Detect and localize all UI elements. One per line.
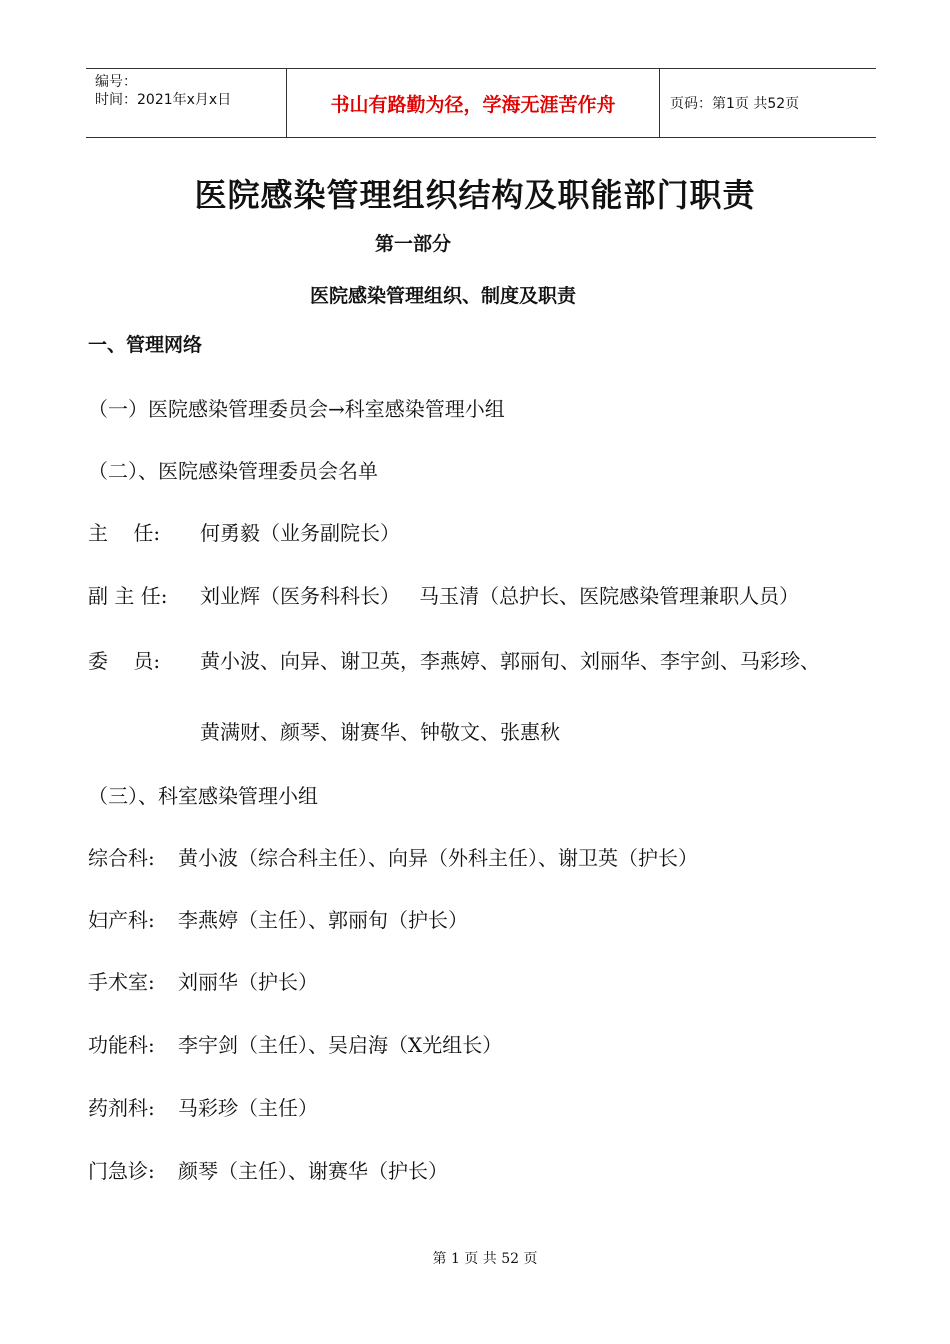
group-members: 李宇剑（主任）、吴启海（X光组长） bbox=[178, 1033, 503, 1057]
group-members: 李燕婷（主任）、郭丽旬（护长） bbox=[178, 908, 468, 932]
subsection-2: （二）、医院感染管理委员会名单 bbox=[88, 459, 378, 483]
group-members: 黄小波（综合科主任）、向异（外科主任）、谢卫英（护长） bbox=[178, 846, 698, 870]
page-footer: 第 1 页 共 52 页 bbox=[432, 1251, 538, 1267]
header-time: 时间：2021年x月x日 bbox=[95, 92, 232, 108]
group-row bbox=[88, 904, 468, 933]
group-row bbox=[88, 1155, 448, 1184]
committee-deputy bbox=[88, 580, 799, 609]
subsection-1: （一）医院感染管理委员会→科室感染管理小组 bbox=[88, 397, 505, 421]
group-members: 马彩珍（主任） bbox=[178, 1096, 318, 1120]
header-page-number: 页码：第1页 共52页 bbox=[670, 96, 800, 112]
deputy-names: 刘业辉（医务科科长） 马玉清（总护长、医院感染管理兼职人员） bbox=[200, 584, 800, 608]
group-dept: 药剂科: bbox=[88, 1096, 155, 1120]
document-title: 医院感染管理组织结构及职能部门职责 bbox=[194, 176, 756, 214]
page-header bbox=[86, 68, 876, 138]
group-members: 刘丽华（护长） bbox=[178, 970, 318, 994]
section-heading: 一、管理网络 bbox=[88, 334, 203, 356]
part-heading: 第一部分 bbox=[375, 233, 452, 255]
group-row bbox=[88, 1029, 502, 1058]
committee-members bbox=[88, 645, 820, 674]
group-row bbox=[88, 966, 318, 995]
group-row bbox=[88, 1092, 318, 1121]
director-name: 何勇毅（业务副院长） bbox=[200, 521, 400, 545]
header-number: 编号： bbox=[95, 74, 137, 90]
committee-director bbox=[88, 517, 400, 546]
subsection-3: （三）、科室感染管理小组 bbox=[88, 784, 318, 808]
members-label: 委 员: bbox=[88, 649, 161, 673]
group-dept: 功能科: bbox=[88, 1033, 155, 1057]
group-members: 颜琴（主任）、谢赛华（护长） bbox=[178, 1159, 448, 1183]
group-dept: 妇产科: bbox=[88, 908, 155, 932]
group-dept: 手术室: bbox=[88, 970, 155, 994]
header-meta bbox=[86, 69, 287, 137]
deputy-label: 副 主 任: bbox=[88, 584, 168, 608]
members-line-1: 黄小波、向异、谢卫英，李燕婷、郭丽旬、刘丽华、李宇剑、马彩珍、 bbox=[200, 649, 820, 673]
members-line-2: 黄满财、颜琴、谢赛华、钟敬文、张惠秋 bbox=[200, 720, 560, 744]
director-label: 主 任: bbox=[88, 521, 161, 545]
part-title: 医院感染管理组织、制度及职责 bbox=[309, 285, 576, 307]
group-dept: 综合科: bbox=[88, 846, 155, 870]
group-dept: 门急诊: bbox=[88, 1159, 155, 1183]
group-row bbox=[88, 842, 698, 871]
header-motto: 书山有路勤为径，学海无涯苦作舟 bbox=[287, 69, 660, 137]
